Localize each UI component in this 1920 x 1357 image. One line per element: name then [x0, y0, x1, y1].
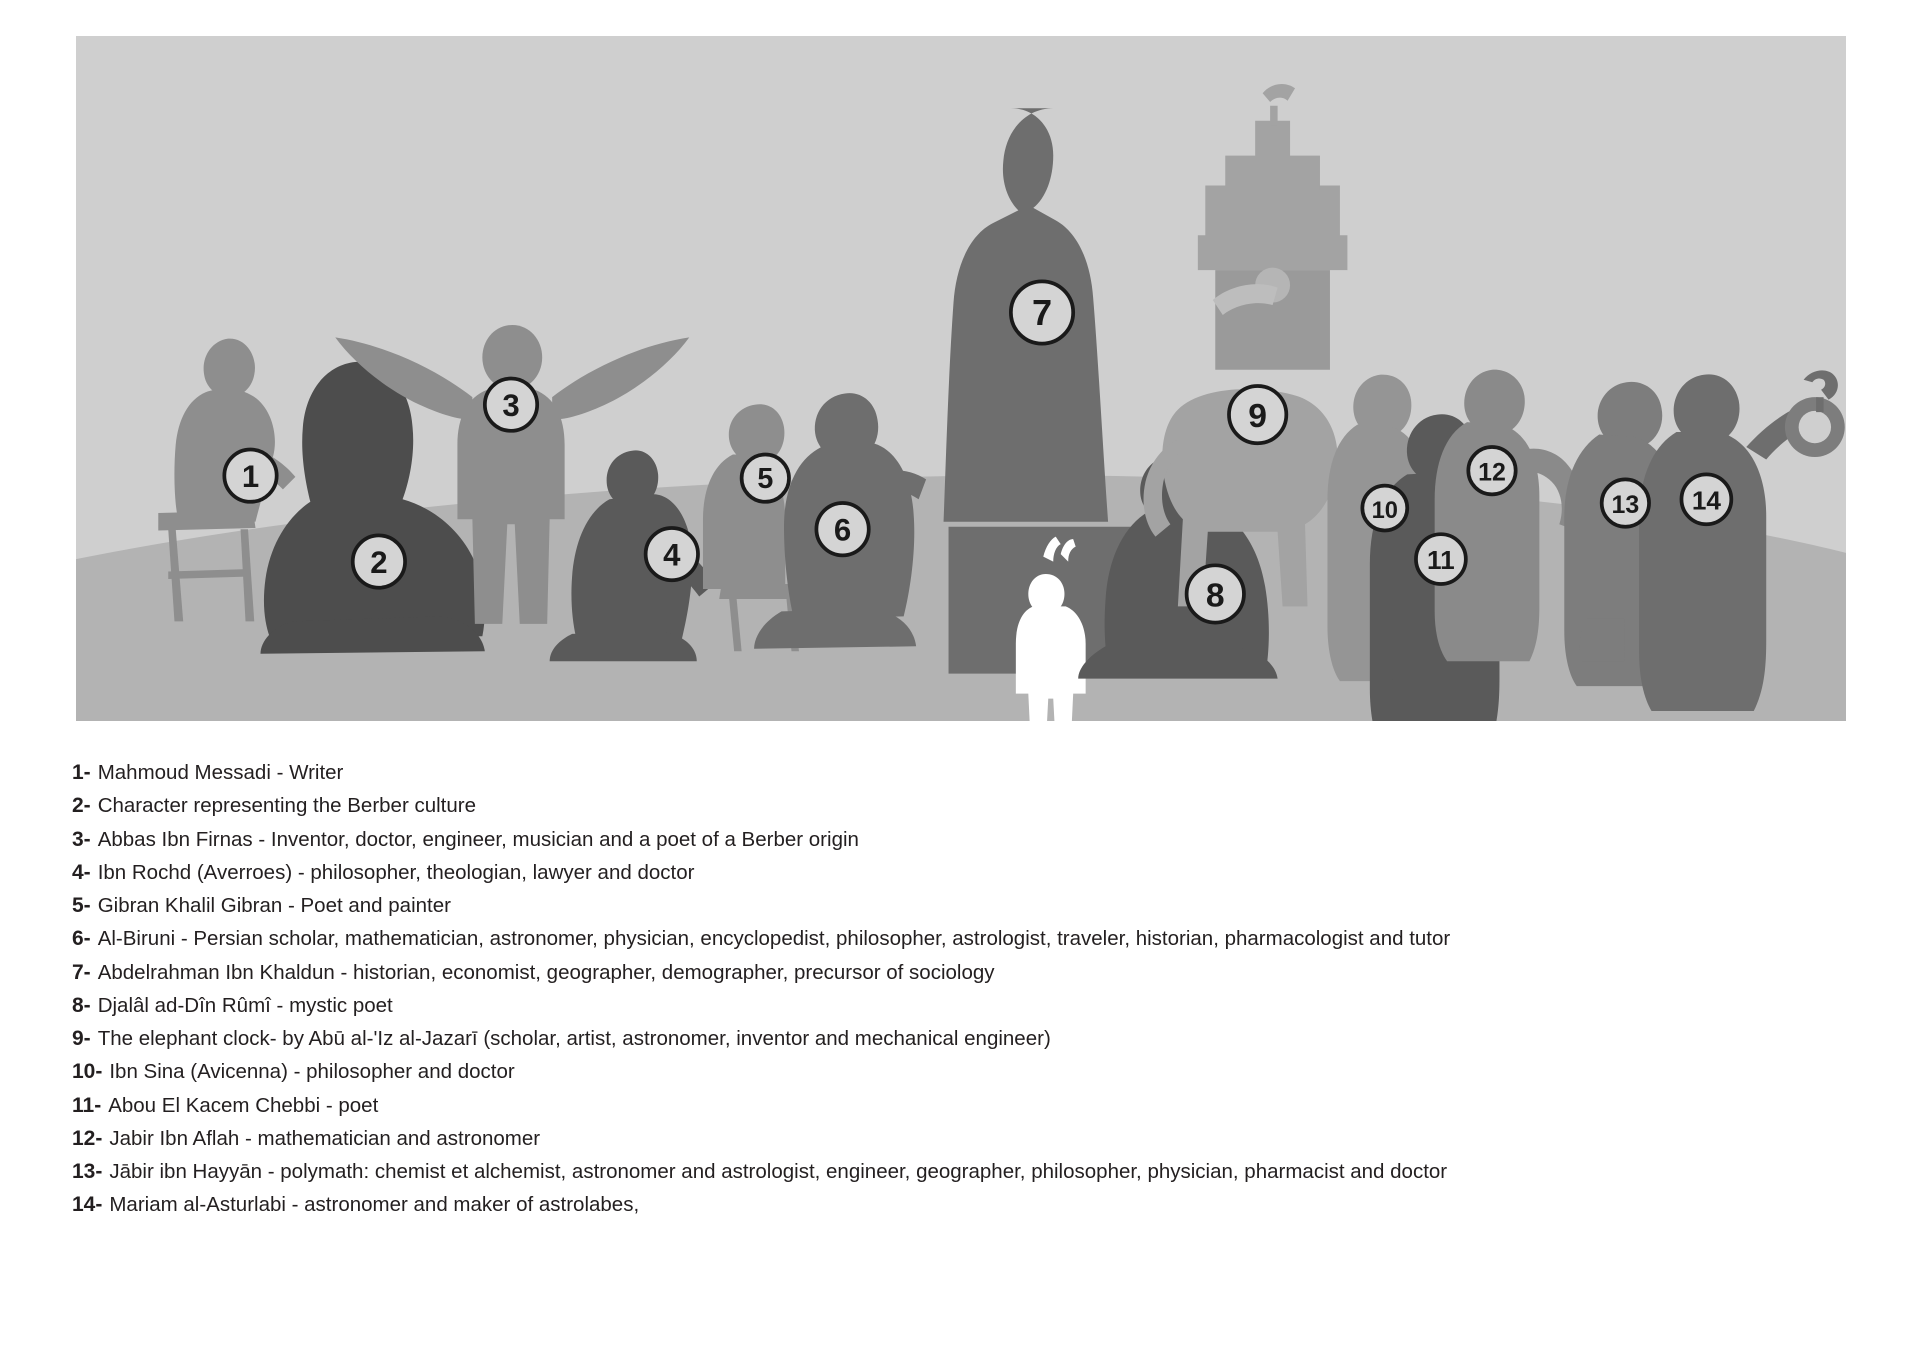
marker-12[interactable] — [1468, 447, 1515, 494]
list-item — [72, 1126, 1872, 1152]
list-item — [72, 1026, 1872, 1052]
marker-13[interactable] — [1602, 479, 1649, 526]
marker-14[interactable] — [1681, 474, 1731, 524]
marker-11[interactable] — [1416, 534, 1466, 584]
legend-number: 4- — [72, 860, 91, 884]
marker-5-label: 5 — [757, 463, 774, 496]
legend-number: 7- — [72, 960, 91, 984]
list-item — [72, 893, 1872, 919]
marker-4[interactable] — [646, 528, 698, 580]
list-item — [72, 760, 1872, 786]
legend-number: 12- — [72, 1126, 103, 1150]
marker-8-label: 8 — [1205, 577, 1225, 615]
scholars-illustration — [76, 36, 1846, 721]
marker-2-label: 2 — [370, 544, 388, 580]
legend-number: 6- — [72, 927, 91, 951]
marker-3[interactable] — [485, 379, 537, 431]
legend-description: Al-Biruni - Persian scholar, mathematician, astronomer, physician, encyclopedist, philosopher, astrologist, traveler, historian, pharmacologist and tutor — [97, 927, 1451, 951]
legend-description: Abou El Kacem Chebbi - poet — [108, 1093, 379, 1117]
legend-description: Jabir Ibn Aflah - mathematician and astronomer — [109, 1126, 541, 1150]
marker-6-label: 6 — [833, 512, 852, 548]
list-item — [72, 827, 1872, 853]
marker-6[interactable] — [816, 503, 868, 555]
marker-13-label: 13 — [1611, 491, 1640, 520]
illustration-svg — [76, 36, 1846, 721]
legend-number: 11- — [72, 1093, 102, 1117]
legend-number: 14- — [72, 1193, 103, 1217]
legend-description: Jābir ibn Hayyān - polymath: chemist et alchemist, astronomer and astrologist, engineer, geographer, philosopher, physician, pharmacist and doctor — [109, 1160, 1448, 1183]
legend-description: Ibn Rochd (Averroes) - philosopher, theologian, lawyer and doctor — [97, 860, 695, 884]
list-item — [72, 1059, 1872, 1085]
marker-9[interactable] — [1229, 386, 1286, 443]
legend-list — [72, 760, 1872, 1226]
marker-8[interactable] — [1187, 565, 1244, 622]
marker-12-label: 12 — [1478, 458, 1506, 487]
marker-1[interactable] — [224, 449, 276, 501]
marker-1-label: 1 — [241, 458, 260, 494]
list-item — [72, 993, 1872, 1019]
list-item — [72, 960, 1872, 986]
legend-number: 1- — [72, 761, 91, 784]
legend-number: 5- — [72, 894, 91, 917]
marker-2[interactable] — [353, 535, 405, 587]
marker-5[interactable] — [742, 454, 789, 501]
marker-3-label: 3 — [502, 387, 520, 423]
marker-14-label: 14 — [1691, 485, 1721, 516]
legend-description: Mariam al-Asturlabi - astronomer and maker of astrolabes, — [109, 1193, 640, 1217]
legend-number: 3- — [72, 827, 91, 851]
marker-10[interactable] — [1362, 486, 1407, 531]
legend-description: Mahmoud Messadi - Writer — [97, 761, 344, 784]
list-item — [72, 926, 1872, 952]
list-item — [72, 860, 1872, 886]
marker-9-label: 9 — [1248, 398, 1268, 436]
marker-7[interactable] — [1011, 281, 1073, 343]
list-item — [72, 1192, 1872, 1218]
legend-description: Ibn Sina (Avicenna) - philosopher and doctor — [109, 1060, 515, 1084]
legend-description: Character representing the Berber culture — [97, 794, 476, 818]
marker-4-label: 4 — [663, 537, 681, 573]
legend-number: 8- — [72, 993, 91, 1017]
legend-description: Gibran Khalil Gibran - Poet and painter — [97, 894, 451, 917]
list-item — [72, 1093, 1872, 1119]
list-item — [72, 793, 1872, 819]
legend-description: Djalâl ad-Dîn Rûmî - mystic poet — [97, 993, 393, 1017]
list-item — [72, 1159, 1872, 1185]
legend-description: Abdelrahman Ibn Khaldun - historian, economist, geographer, demographer, precursor of sociology — [97, 960, 995, 984]
legend-number: 10- — [72, 1060, 103, 1084]
legend-description: The elephant clock- by Abū al-'Iz al-Jazarī (scholar, artist, astronomer, inventor and mechanical engineer) — [97, 1027, 1051, 1050]
legend-number: 2- — [72, 794, 91, 818]
marker-11-label: 11 — [1427, 545, 1455, 576]
marker-10-label: 10 — [1371, 497, 1398, 524]
legend-number: 9- — [72, 1027, 91, 1050]
marker-7-label: 7 — [1031, 291, 1053, 333]
legend-description: Abbas Ibn Firnas - Inventor, doctor, engineer, musician and a poet of a Berber origin — [97, 827, 859, 851]
legend-number: 13- — [72, 1160, 103, 1183]
